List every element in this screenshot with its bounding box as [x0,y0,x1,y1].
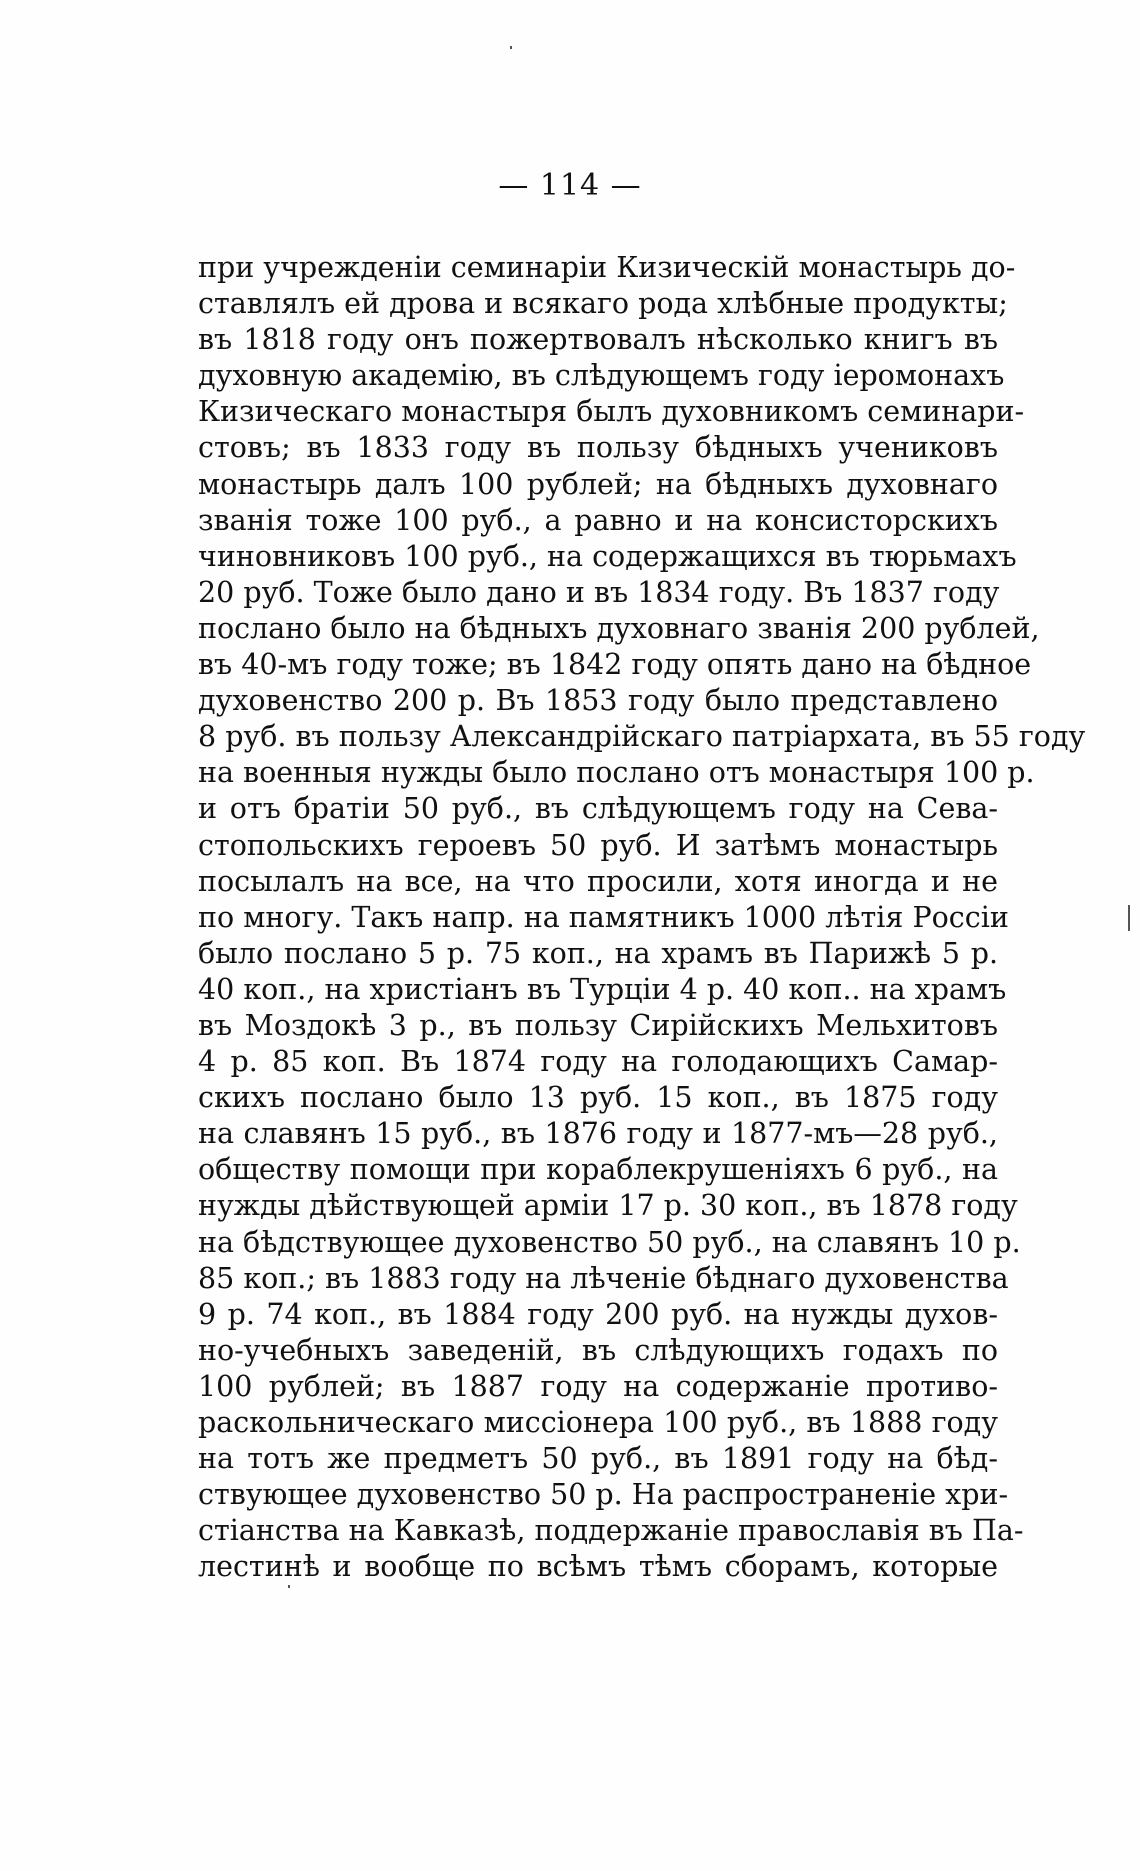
text-line: въ Моздокѣ 3 р., въ пользу Сирійскихъ Мельхитовъ [198,1008,998,1042]
text-line: лестинѣ и вообще по всѣмъ тѣмъ сборамъ, которые [198,1550,998,1584]
text-line: на тотъ же предметъ 50 руб., въ 1891 году на бѣд- [198,1442,998,1476]
text-line: стопольскихъ героевъ 50 руб. И затѣмъ монастырь [198,828,998,862]
text-line: посылалъ на все, на что просили, хотя иногда и не [198,864,998,898]
text-line: 8 руб. въ пользу Александрійскаго патріархата, въ 55 году [198,720,1086,754]
text-line: стіанства на Кавказѣ, поддержаніе православія въ Па- [198,1514,1024,1548]
print-speck [1128,905,1130,931]
text-line: ствующее духовенство 50 р. На распространеніе хри- [198,1478,1009,1512]
text-line: на бѣдствующее духовенство 50 руб., на славянъ 10 р. [198,1225,1021,1259]
text-line: и отъ братіи 50 руб., въ слѣдующемъ году на Сева- [198,792,998,826]
text-line: въ 40-мъ году тоже; въ 1842 году опять дано на бѣдное [198,648,1032,682]
text-line: было послано 5 р. 75 коп., на храмъ въ Парижѣ 5 р. [198,936,998,970]
text-line: скихъ послано было 13 руб. 15 коп., въ 1875 году [198,1081,998,1115]
text-line: въ 1818 году онъ пожертвовалъ нѣсколько книгъ въ [198,323,998,357]
text-line: на славянъ 15 руб., въ 1876 году и 1877-мъ—28 руб., [198,1117,998,1151]
text-line: по многу. Такъ напр. на памятникъ 1000 лѣтія Россіи [198,900,1009,934]
text-line: монастырь далъ 100 рублей; на бѣдныхъ духовнаго [198,467,998,501]
text-line: при учрежденіи семинаріи Кизическій монастырь до- [198,251,1016,284]
text-line: но-учебныхъ заведеній, въ слѣдующихъ годахъ по [198,1333,998,1367]
text-line: чиновниковъ 100 руб., на содержащихся въ тюрьмахъ [198,539,1017,573]
body-text [198,250,1086,1585]
text-line: духовную академію, въ слѣдующемъ году іеромонахъ [198,359,1005,393]
text-line: званія тоже 100 руб., а равно и на консисторскихъ [198,503,998,537]
text-line: послано было на бѣдныхъ духовнаго званія 200 рублей, [198,611,1040,645]
text-line: обществу помощи при кораблекрушеніяхъ 6 руб., на [198,1153,998,1187]
text-line: Кизическаго монастыря былъ духовникомъ семинари- [198,395,1025,429]
text-line: духовенство 200 р. Въ 1853 году было представлено [198,684,998,718]
text-line: 9 р. 74 коп., въ 1884 году 200 руб. на нужды духов- [198,1297,998,1331]
text-line: 100 рублей; въ 1887 году на содержаніе противо- [198,1369,998,1403]
text-line: нужды дѣйствующей арміи 17 р. 30 коп., въ 1878 году [198,1189,1018,1223]
text-line: 85 коп.; въ 1883 году на лѣченіе бѣднаго духовенства [198,1261,1009,1295]
text-line: 40 коп., на христіанъ въ Турціи 4 р. 40 коп.. на храмъ [198,972,1007,1006]
text-line: на военныя нужды было послано отъ монастыря 100 р. [198,756,1035,790]
print-speck [288,1585,290,1588]
page-number: — 114 — [498,168,642,203]
text-line: раскольническаго миссіонера 100 руб., въ 1888 году [198,1406,998,1439]
text-line: 20 руб. Тоже было дано и въ 1834 году. Въ 1837 году [198,575,1000,609]
print-speck [510,46,512,49]
text-line: стовъ; въ 1833 году въ пользу бѣдныхъ учениковъ [198,431,998,465]
text-line: 4 р. 85 коп. Въ 1874 году на голодающихъ Самар- [198,1045,998,1079]
text-line: ставлялъ ей дрова и всякаго рода хлѣбные продукты; [198,287,1008,321]
